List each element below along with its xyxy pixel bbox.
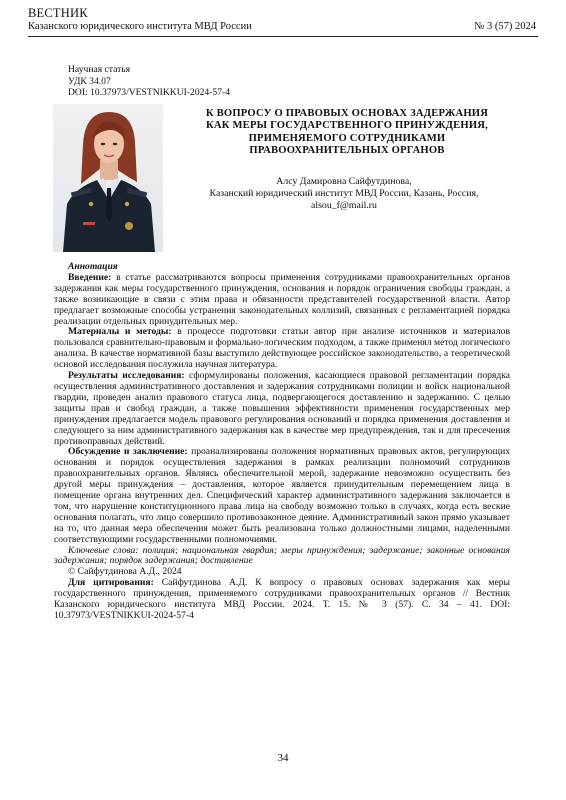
author-affiliation: Казанский юридический институт МВД России, Казань, Россия,	[209, 188, 479, 199]
title-line: КАК МЕРЫ ГОСУДАРСТВЕННОГО ПРИНУЖДЕНИЯ,	[206, 120, 488, 132]
title-line: ПРИМЕНЯЕМОГО СОТРУДНИКАМИ	[248, 132, 446, 144]
abstract-introduction	[54, 273, 510, 328]
methods-label: Материалы и методы:	[68, 326, 172, 338]
keywords-label: Ключевые слова:	[68, 544, 139, 556]
abstract-methods	[54, 327, 510, 371]
article-type: Научная статья	[68, 64, 131, 75]
discussion-label: Обсуждение и заключение:	[68, 446, 188, 458]
abstract-discussion	[54, 447, 510, 545]
citation	[54, 578, 510, 622]
intro-label: Введение:	[68, 271, 112, 283]
keywords-text: полиция; национальная гвардия; меры принуждения; задержание; законные основания задержания; порядок задержания; доставление	[54, 544, 510, 567]
copyright-notice: © Сайфутдинова А.Д., 2024	[68, 566, 182, 578]
doi[interactable]: DOI: 10.37973/VESTNIKKUI-2024-57-4	[68, 87, 231, 99]
citation-text: Сайфутдинова А.Д. К вопросу о правовых основах задержания как меры государственного принуждения, применяемого сотрудниками правоохранительных органов // Вестник Казанского юридического института МВД России. 2024. Т. 15. № 3 (57). С. 34 – 41. DOI: 10.37973/VESTNIKKUI-2024-57-4	[54, 577, 510, 621]
intro-text: в статье рассматриваются вопросы применения сотрудниками правоохранительных органов задержания как меры государственного принуждения, основания и порядок ограничения свободы граждан, а также возникающие в связи с этим права и обязанности представителей государственной власти. Автор предлагает возможные способы устранения законодательных коллизий, связанных с регламентацией порядка реализации отдельных принудительных мер.	[54, 271, 510, 327]
udc-code: УДК 34.07	[68, 75, 111, 87]
journal-header	[28, 6, 536, 33]
article-meta	[68, 64, 230, 99]
header-divider	[28, 36, 538, 37]
abstract-results	[54, 371, 510, 447]
methods-text: в процессе подготовки статьи автор при анализе источников и материалов пользовался сравнительно-правовым и формально-логическим подходом, а также применял метод логического анализа. В качестве нормативной базы выступило действующее российское законодательство, а теоретической основой исследования послужила научная литература.	[54, 326, 510, 371]
discussion-text: проанализированы положения нормативных правовых актов, регулирующих основания и порядок осуществления задержания в рамках реализации полномочий сотрудников правоохранительных органов. Являясь обеспечительной мерой, задержание невозможно осуществить без другой меры принуждения – доставления, которое является принудительным перемещением лица в помещение органа внутренних дел. Специфический характер административного задержания заключается в том, что нарушение конституционного права лица на свободу возможно только в случаях, когда есть веские основания полагать, что лицо совершило противозаконное деяние. Административный закон прямо указывает на то, что данная мера обеспечения может быть реализована только должностными лицами, наделенными соответствующими государственными полномочиями.	[54, 446, 510, 545]
results-text: сформулированы положения, касающиеся правовой регламентации порядка осуществления административного доставления и задержания сотрудниками полиции и войск национальной гвардии, проведен анализ правового статуса лица, подвергающегося доставлению и задержанию. С целью защиты прав и свобод граждан, а также повышения эффективности применения государственных мер принуждения предлагается модель правового регулирования оснований и порядка применения доставления и следующего за ним административного задержания как в качестве мер предупреждения, так и для пресечения противоправных действий.	[54, 370, 510, 447]
author-portrait-image	[53, 104, 163, 252]
author-email[interactable]: alsou_f@mail.ru	[311, 200, 377, 211]
keywords	[54, 546, 510, 568]
journal-title: ВЕСТНИК	[28, 6, 88, 20]
title-line: К ВОПРОСУ О ПРАВОВЫХ ОСНОВАХ ЗАДЕРЖАНИЯ	[205, 108, 489, 119]
abstract-heading: Аннотация	[68, 261, 118, 272]
article-title	[168, 108, 526, 158]
citation-label: Для цитирования:	[68, 577, 154, 589]
author-info	[174, 176, 514, 212]
author-name: Алсу Дамировна Сайфутдинова,	[276, 176, 412, 187]
abstract-section	[54, 262, 510, 622]
institute-name: Казанского юридического института МВД России	[28, 21, 252, 32]
results-label: Результаты исследования:	[68, 370, 185, 382]
page-number: 34	[277, 752, 289, 764]
author-photo	[53, 104, 163, 252]
title-line: ПРАВООХРАНИТЕЛЬНЫХ ОРГАНОВ	[249, 145, 445, 157]
issue-number: № 3 (57) 2024	[474, 21, 536, 32]
